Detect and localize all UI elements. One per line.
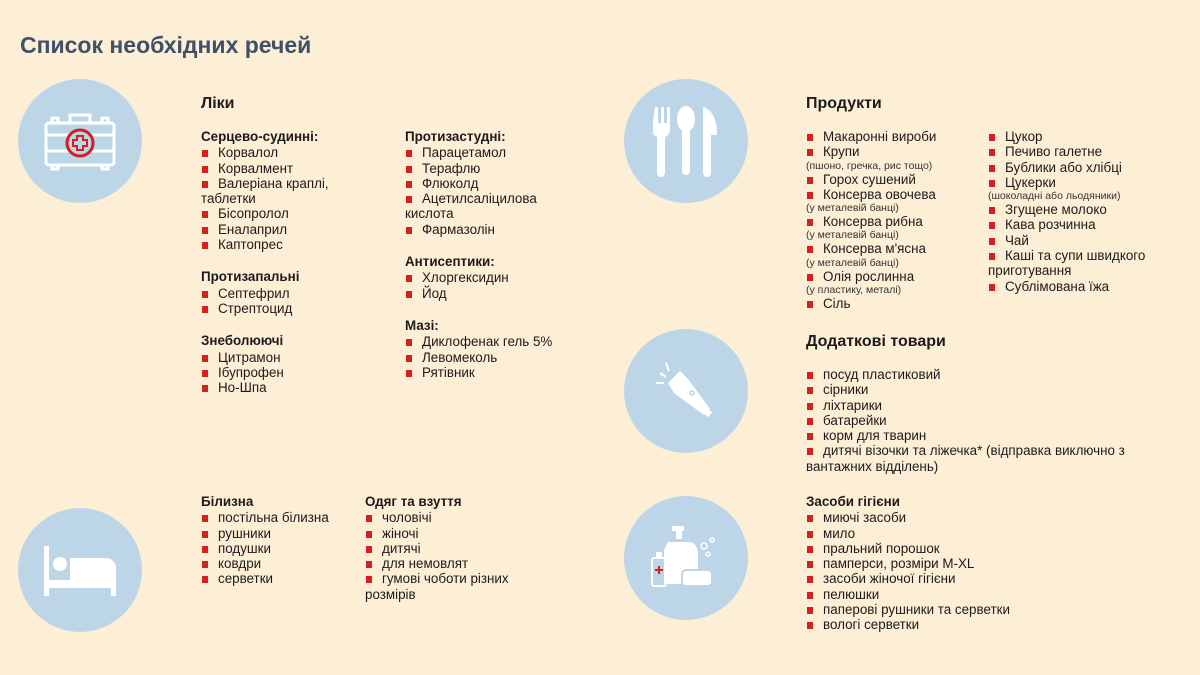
list-item bbox=[806, 144, 981, 159]
hygiene-list bbox=[806, 494, 1126, 633]
list-item-label: чоловічі bbox=[382, 510, 432, 526]
bullet-icon bbox=[406, 196, 412, 203]
food-column-2 bbox=[988, 129, 1168, 294]
bullet-icon bbox=[202, 166, 208, 173]
bullet-icon bbox=[406, 370, 412, 377]
bullet-icon bbox=[366, 531, 372, 538]
list-item-label: Хлоргексидин bbox=[422, 270, 509, 286]
list-item-label: Консерва овочева bbox=[823, 186, 936, 202]
list-item-label: Левомеколь bbox=[422, 349, 498, 365]
list-item bbox=[405, 191, 585, 222]
list-item-label: Корвалол bbox=[218, 145, 279, 161]
subheading: Білизна bbox=[201, 494, 254, 509]
bullet-icon bbox=[807, 301, 813, 308]
list-item-label: Каші та супи швидкого приготування bbox=[988, 248, 1146, 279]
list-item bbox=[201, 237, 371, 252]
bullet-icon bbox=[989, 284, 995, 291]
list-item bbox=[806, 617, 1126, 632]
list-item-label: для немовлят bbox=[382, 556, 469, 572]
list-item-label: памперси, розміри M-XL bbox=[823, 556, 975, 572]
list-item bbox=[988, 175, 1168, 190]
extra-circle bbox=[624, 329, 748, 453]
list-item bbox=[806, 398, 1181, 413]
bullet-icon bbox=[807, 418, 813, 425]
list-item bbox=[201, 571, 331, 586]
list-item-label: Горох сушений bbox=[823, 171, 916, 187]
list-item-label: Цитрамон bbox=[218, 349, 281, 365]
bullet-icon bbox=[366, 561, 372, 568]
list-item bbox=[365, 556, 540, 571]
bullet-icon bbox=[202, 385, 208, 392]
subheading: Антисептики: bbox=[405, 254, 495, 270]
group-spacer bbox=[405, 237, 585, 254]
list-item bbox=[201, 176, 371, 207]
bullet-icon bbox=[366, 515, 372, 522]
first-aid-kit-icon bbox=[42, 103, 118, 179]
linen-circle bbox=[18, 508, 142, 632]
group-spacer bbox=[201, 316, 371, 333]
group-spacer bbox=[201, 252, 371, 269]
list-item-note: (у пластику, металі) bbox=[806, 284, 902, 297]
bullet-icon bbox=[202, 370, 208, 377]
bullet-icon bbox=[807, 531, 813, 538]
list-item bbox=[806, 443, 1181, 474]
bullet-icon bbox=[807, 274, 813, 281]
list-item bbox=[201, 541, 331, 556]
medicine-column-2 bbox=[405, 129, 585, 380]
bullet-icon bbox=[807, 387, 813, 394]
bullet-icon bbox=[202, 546, 208, 553]
list-item-note: (у металевій банці) bbox=[806, 256, 899, 269]
list-item bbox=[988, 129, 1168, 144]
list-item-note: (шоколадні або льодяники) bbox=[988, 190, 1121, 203]
bullet-icon bbox=[807, 448, 813, 455]
bullet-icon bbox=[202, 291, 208, 298]
bullet-icon bbox=[807, 561, 813, 568]
list-item-label: Стрептоцид bbox=[218, 300, 293, 316]
list-item-label: пелюшки bbox=[823, 586, 880, 602]
food-column-1 bbox=[806, 129, 981, 311]
list-item bbox=[405, 286, 585, 301]
list-item-label: корм для тварин bbox=[823, 428, 927, 444]
list-item-label: рушники bbox=[218, 525, 271, 541]
subheading: Серцево-судинні: bbox=[201, 129, 319, 144]
list-item bbox=[806, 571, 1126, 586]
bullet-icon bbox=[202, 181, 208, 188]
list-item bbox=[405, 145, 585, 160]
list-item bbox=[201, 556, 331, 571]
list-item bbox=[405, 365, 585, 380]
list-item bbox=[806, 382, 1181, 397]
bullet-icon bbox=[202, 576, 208, 583]
bullet-icon bbox=[807, 177, 813, 184]
list-item bbox=[201, 161, 371, 176]
bullet-icon bbox=[202, 561, 208, 568]
list-item-label: Олія рослинна bbox=[823, 268, 915, 284]
list-item-label: Печиво галетне bbox=[1005, 144, 1103, 160]
list-item-label: пральний порошок bbox=[823, 540, 940, 556]
group-spacer bbox=[405, 301, 585, 318]
list-item-label: постільна білизна bbox=[218, 510, 329, 526]
list-item bbox=[405, 222, 585, 237]
medicine-heading: Ліки bbox=[201, 95, 235, 112]
list-item bbox=[806, 602, 1126, 617]
list-item-label: батарейки bbox=[823, 412, 887, 428]
bullet-icon bbox=[807, 134, 813, 141]
list-item-label: Сіль bbox=[823, 296, 851, 312]
list-item bbox=[806, 413, 1181, 428]
list-item bbox=[806, 172, 981, 187]
list-item bbox=[201, 526, 331, 541]
food-circle bbox=[624, 79, 748, 203]
list-item bbox=[806, 187, 981, 202]
list-item bbox=[806, 541, 1126, 556]
list-item bbox=[806, 129, 981, 144]
list-item bbox=[201, 380, 371, 395]
medicine-circle bbox=[18, 79, 142, 203]
soap-icon bbox=[646, 518, 726, 598]
list-item-label: Макаронні вироби bbox=[823, 129, 937, 144]
bullet-icon bbox=[202, 306, 208, 313]
bullet-icon bbox=[406, 166, 412, 173]
bullet-icon bbox=[807, 546, 813, 553]
list-item bbox=[806, 296, 981, 311]
bullet-icon bbox=[807, 607, 813, 614]
list-item-label: Валеріана краплі, таблетки bbox=[201, 175, 329, 207]
list-item-label: дитячі bbox=[382, 540, 421, 556]
list-item-label: Йод bbox=[422, 285, 447, 301]
list-item-note: (у металевій банці) bbox=[806, 229, 899, 242]
list-item bbox=[988, 279, 1168, 294]
bullet-icon bbox=[989, 149, 995, 156]
bullet-icon bbox=[807, 149, 813, 156]
list-item bbox=[365, 510, 540, 525]
list-item-label: Рятівник bbox=[422, 364, 475, 380]
list-item-label: Цукерки bbox=[1005, 174, 1056, 190]
subheading: Знеболюючі bbox=[201, 333, 284, 349]
list-item bbox=[806, 269, 981, 284]
linen-column-2 bbox=[365, 494, 540, 602]
list-item-label: ліхтарики bbox=[823, 397, 883, 413]
bullet-icon bbox=[807, 246, 813, 253]
list-item bbox=[365, 526, 540, 541]
list-item bbox=[201, 286, 371, 301]
cutlery-icon bbox=[653, 103, 719, 179]
list-item bbox=[988, 160, 1168, 175]
list-item-label: подушки bbox=[218, 540, 271, 556]
bullet-icon bbox=[807, 192, 813, 199]
bullet-icon bbox=[406, 150, 412, 157]
extra-heading: Додаткові товари bbox=[806, 333, 946, 350]
list-item-label: Ацетилсаліцилова кислота bbox=[405, 191, 537, 222]
bullet-icon bbox=[807, 372, 813, 379]
list-item bbox=[988, 144, 1168, 159]
bullet-icon bbox=[366, 546, 372, 553]
list-item-label: сірники bbox=[823, 382, 869, 398]
list-item bbox=[201, 145, 371, 160]
list-item bbox=[201, 222, 371, 237]
list-item bbox=[806, 367, 1181, 382]
bullet-icon bbox=[406, 181, 412, 188]
list-item bbox=[806, 241, 981, 256]
list-item bbox=[806, 526, 1126, 541]
subheading: Протизастудні: bbox=[405, 129, 506, 144]
list-item-label: посуд пластиковий bbox=[823, 367, 941, 382]
bullet-icon bbox=[406, 227, 412, 234]
bullet-icon bbox=[202, 150, 208, 157]
subheading: Протизапальні bbox=[201, 269, 300, 285]
list-item bbox=[201, 206, 371, 221]
list-item bbox=[201, 365, 371, 380]
list-item-label: Диклофенак гель 5% bbox=[422, 334, 553, 350]
page-title: Список необхідних речей bbox=[20, 32, 312, 58]
list-item-note: (у металевій банці) bbox=[806, 202, 899, 215]
list-item-label: Но-Шпа bbox=[218, 380, 267, 396]
list-item-note: (пшоно, гречка, рис тощо) bbox=[806, 159, 933, 172]
bullet-icon bbox=[989, 180, 995, 187]
bullet-icon bbox=[202, 531, 208, 538]
food-heading: Продукти bbox=[806, 95, 882, 112]
list-item bbox=[988, 248, 1168, 279]
bullet-icon bbox=[807, 219, 813, 226]
bullet-icon bbox=[406, 355, 412, 362]
list-item-label: Флюколд bbox=[422, 175, 479, 191]
bullet-icon bbox=[989, 238, 995, 245]
list-item-label: серветки bbox=[218, 571, 274, 587]
bullet-icon bbox=[202, 515, 208, 522]
list-item bbox=[405, 350, 585, 365]
medicine-column-1 bbox=[201, 129, 371, 395]
list-item bbox=[806, 510, 1126, 525]
flashlight-icon bbox=[646, 351, 726, 431]
list-item-label: Корвалмент bbox=[218, 160, 294, 176]
list-item-label: Каптопрес bbox=[218, 237, 283, 253]
bullet-icon bbox=[202, 242, 208, 249]
list-item bbox=[201, 510, 331, 525]
subheading: Одяг та взуття bbox=[365, 494, 462, 509]
list-item-label: мило bbox=[823, 525, 856, 541]
list-item bbox=[806, 428, 1181, 443]
list-item bbox=[405, 161, 585, 176]
bullet-icon bbox=[989, 253, 995, 260]
list-item bbox=[365, 541, 540, 556]
list-item-label: Еналаприл bbox=[218, 221, 288, 237]
bullet-icon bbox=[406, 291, 412, 298]
list-item bbox=[201, 301, 371, 316]
bed-icon bbox=[40, 540, 120, 600]
list-item bbox=[365, 571, 540, 602]
subheading: Засоби гігієни bbox=[806, 494, 900, 509]
bullet-icon bbox=[366, 576, 372, 583]
list-item-label: Фармазолін bbox=[422, 221, 495, 237]
list-item bbox=[988, 217, 1168, 232]
list-item-label: жіночі bbox=[382, 525, 419, 541]
linen-column-1 bbox=[201, 494, 331, 587]
list-item-label: Крупи bbox=[823, 144, 860, 160]
bullet-icon bbox=[989, 222, 995, 229]
list-item bbox=[405, 334, 585, 349]
list-item-label: Терафлю bbox=[422, 160, 481, 176]
list-item-label: паперові рушники та серветки bbox=[823, 602, 1010, 618]
list-item bbox=[806, 214, 981, 229]
bullet-icon bbox=[202, 211, 208, 218]
bullet-icon bbox=[202, 355, 208, 362]
bullet-icon bbox=[989, 134, 995, 141]
list-item-label: Чай bbox=[1005, 232, 1029, 248]
bullet-icon bbox=[406, 275, 412, 282]
list-item bbox=[405, 176, 585, 191]
bullet-icon bbox=[989, 165, 995, 172]
list-item-label: гумові чоботи різних розмірів bbox=[365, 571, 509, 602]
list-item-label: Консерва м'ясна bbox=[823, 241, 926, 257]
list-item-label: ковдри bbox=[218, 556, 262, 572]
list-item bbox=[988, 233, 1168, 248]
list-item bbox=[405, 270, 585, 285]
list-item-label: Кава розчинна bbox=[1005, 217, 1096, 233]
list-item bbox=[201, 350, 371, 365]
list-item-label: Згущене молоко bbox=[1005, 202, 1107, 218]
subheading: Мазі: bbox=[405, 317, 439, 333]
bullet-icon bbox=[406, 339, 412, 346]
list-item-label: Бісопролол bbox=[218, 206, 289, 222]
list-item-label: миючі засоби bbox=[823, 510, 907, 526]
bullet-icon bbox=[807, 403, 813, 410]
bullet-icon bbox=[807, 515, 813, 522]
bullet-icon bbox=[807, 622, 813, 629]
hygiene-circle bbox=[624, 496, 748, 620]
extra-list bbox=[806, 367, 1181, 474]
list-item bbox=[806, 587, 1126, 602]
list-item-label: вологі серветки bbox=[823, 617, 920, 633]
bullet-icon bbox=[989, 207, 995, 214]
list-item-label: Парацетамол bbox=[422, 145, 507, 161]
bullet-icon bbox=[807, 576, 813, 583]
bullet-icon bbox=[807, 433, 813, 440]
bullet-icon bbox=[807, 592, 813, 599]
list-item-label: Консерва рибна bbox=[823, 214, 923, 230]
list-item-label: Сублімована їжа bbox=[1005, 278, 1110, 294]
list-item bbox=[988, 202, 1168, 217]
list-item-label: засоби жіночої гігієни bbox=[823, 571, 956, 587]
list-item-label: Септефрил bbox=[218, 285, 290, 301]
bullet-icon bbox=[202, 227, 208, 234]
list-item bbox=[806, 556, 1126, 571]
list-item-label: дитячі візочки та ліжечка* (відправка виключно з вантажних відділень) bbox=[806, 443, 1125, 474]
list-item-label: Цукор bbox=[1005, 129, 1043, 144]
list-item-label: Ібупрофен bbox=[218, 364, 284, 380]
list-item-label: Бублики або хлібці bbox=[1005, 159, 1122, 175]
